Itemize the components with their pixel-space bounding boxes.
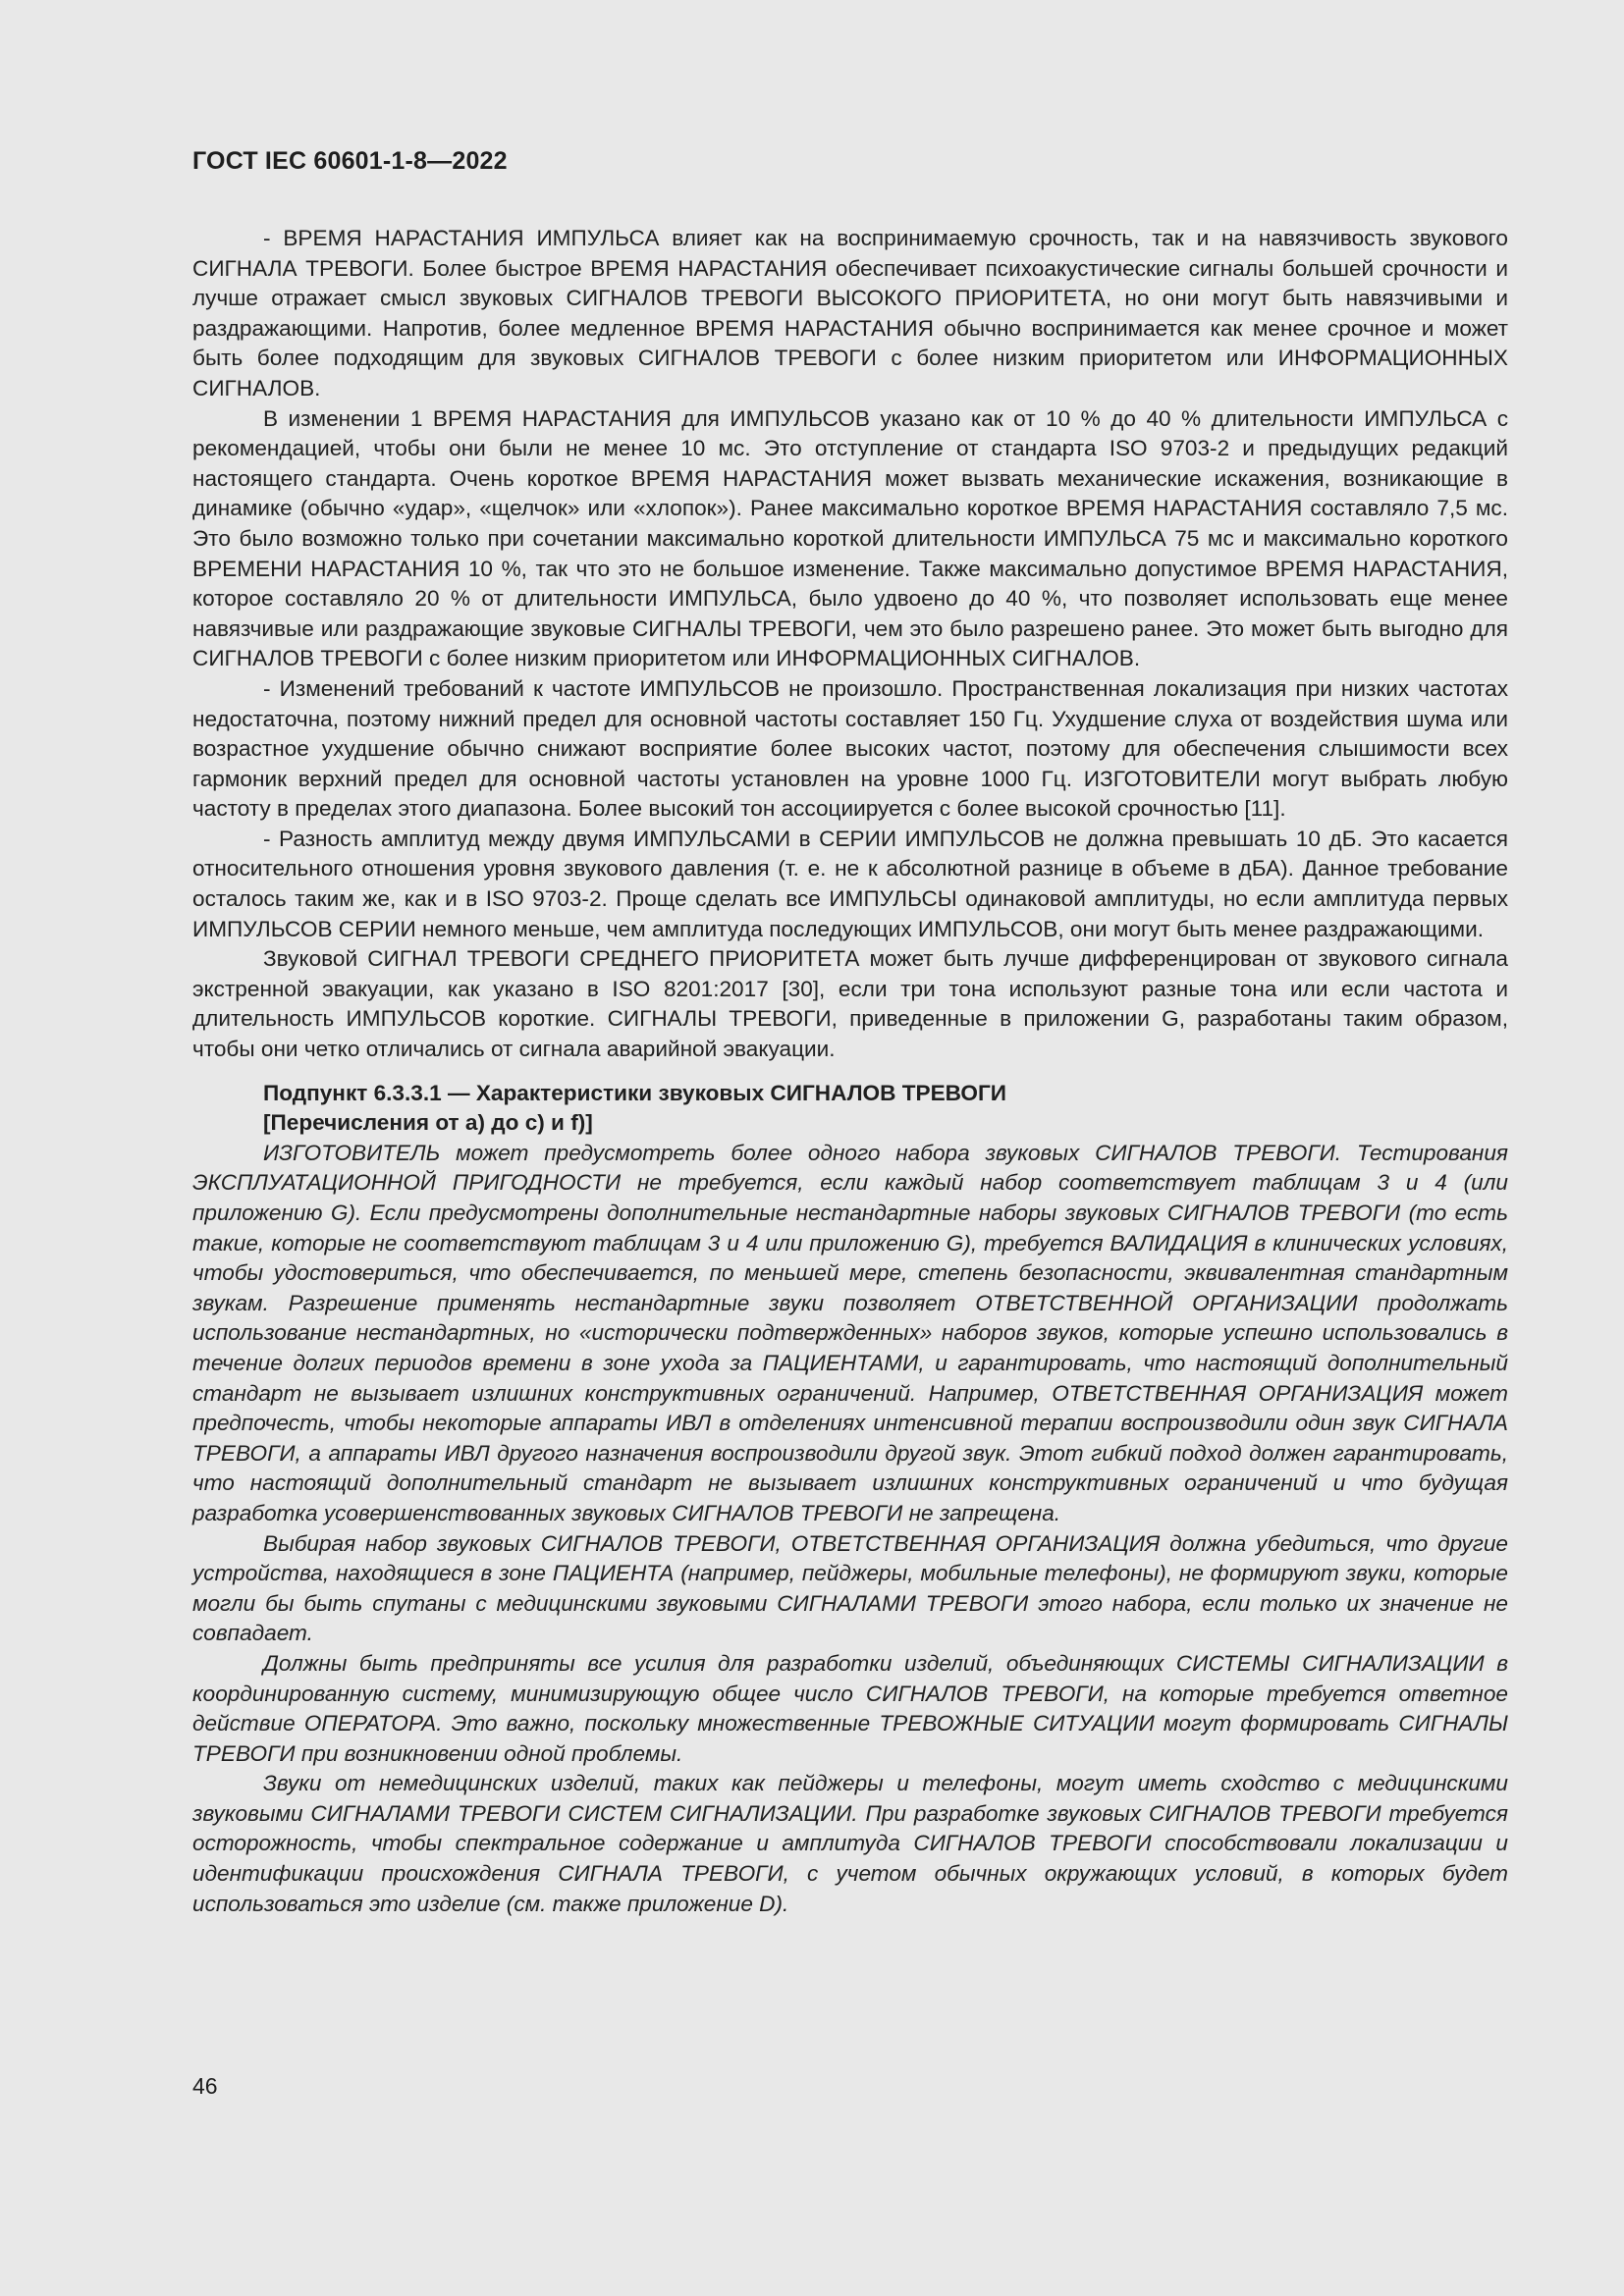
paragraph-amendment-rise-time: В изменении 1 ВРЕМЯ НАРАСТАНИЯ для ИМПУЛЬСОВ указано как от 10 % до 40 % длительности ИМПУЛЬСА с рекомендацией, чтобы они были не менее 10 мс. Это отступление от стандарта ISO 9703-2 и предыдущих редакций настоящего стандарта. Очень короткое ВРЕМЯ НАРАСТАНИЯ может вызвать механические искажения, возникающие в динамике (обычно «удар», «щелчок» или «хлопок»). Ранее максимально короткое ВРЕМЯ НАРАСТАНИЯ составляло 7,5 мс. Это было возможно только при сочетании максимально короткой длительности ИМПУЛЬСА 75 мс и максимально короткого ВРЕМЕНИ НАРАСТАНИЯ 10 %, так что это не большое изменение. Также максимально допустимое ВРЕМЯ НАРАСТАНИЯ, которое составляло 20 % от длительности ИМПУЛЬСА, было удвоено до 40 %, что позволяет использовать еще менее навязчивые или раздражающие звуковые СИГНАЛЫ ТРЕВОГИ, чем это было разрешено ранее. Это может быть выгодно для СИГНАЛОВ ТРЕВОГИ с более низким приоритетом или ИНФОРМАЦИОННЫХ СИГНАЛОВ. — [192, 405, 1508, 671]
paragraph-choosing-set: Выбирая набор звуковых СИГНАЛОВ ТРЕВОГИ, ОТВЕТСТВЕННАЯ ОРГАНИЗАЦИЯ должна убедиться, что другие устройства, находящиеся в зоне ПАЦИЕНТА (например, пейджеры, мобильные телефоны), не формируют звуки, которые могли бы быть спутаны с медицинскими звуковыми СИГНАЛАМИ ТРЕВОГИ этого набора, если только их значение не совпадает. — [192, 1530, 1508, 1646]
section-heading-line-1: Подпункт 6.3.3.1 — Характеристики звуковых СИГНАЛОВ ТРЕВОГИ — [263, 1080, 1007, 1105]
upright-text-block — [192, 224, 1508, 1065]
paragraph-coordinated-systems: Должны быть предприняты все усилия для разработки изделий, объединяющих СИСТЕМЫ СИГНАЛИЗАЦИИ в координированную систему, минимизирующую общее число СИГНАЛОВ ТРЕВОГИ, на которые требуется ответное действие ОПЕРАТОРА. Это важно, поскольку множественные ТРЕВОЖНЫЕ СИТУАЦИИ могут формировать СИГНАЛЫ ТРЕВОГИ при возникновении одной проблемы. — [192, 1650, 1508, 1766]
paragraph-medium-priority: Звуковой СИГНАЛ ТРЕВОГИ СРЕДНЕГО ПРИОРИТЕТА может быть лучше дифференцирован от звукового сигнала экстренной эвакуации, как указано в ISO 8201:2017 [30], если три тона используют разные тона или если частота и длительность ИМПУЛЬСОВ короткие. СИГНАЛЫ ТРЕВОГИ, приведенные в приложении G, разработаны таким образом, чтобы они четко отличались от сигнала аварийной эвакуации. — [192, 946, 1508, 1062]
standard-header: ГОСТ IEC 60601-1-8—2022 — [192, 147, 508, 175]
paragraph-non-medical-sounds: Звуки от немедицинских изделий, таких как пейджеры и телефоны, могут иметь сходство с медицинскими звуковыми СИГНАЛАМИ ТРЕВОГИ СИСТЕМ СИГНАЛИЗАЦИИ. При разработке звуковых СИГНАЛОВ ТРЕВОГИ требуется осторожность, чтобы спектральное содержание и амплитуда СИГНАЛОВ ТРЕВОГИ способствовали локализации и идентификации происхождения СИГНАЛА ТРЕВОГИ, с учетом обычных окружающих условий, в которых будет использоваться это изделие (см. также приложение D). — [192, 1771, 1508, 1916]
paragraph-amplitude-difference: - Разность амплитуд между двумя ИМПУЛЬСАМИ в СЕРИИ ИМПУЛЬСОВ не должна превышать 10 дБ. Это касается относительного отношения уровня звукового давления (т. е. не к абсолютной разнице в объеме в дБА). Данное требование осталось таким же, как и в ISO 9703-2. Проще сделать все ИМПУЛЬСЫ одинаковой амплитуды, но если амплитуда первых ИМПУЛЬСОВ СЕРИИ немного меньше, чем амплитуда последующих ИМПУЛЬСОВ, они могут быть менее раздражающими. — [192, 826, 1508, 941]
italic-text-block — [192, 1139, 1508, 1919]
paragraph-rise-time-urgency: - ВРЕМЯ НАРАСТАНИЯ ИМПУЛЬСА влияет как на воспринимаемую срочность, так и на навязчивость звукового СИГНАЛА ТРЕВОГИ. Более быстрое ВРЕМЯ НАРАСТАНИЯ обеспечивает психоакустические сигналы большей срочности и лучше отражает смысл звуковых СИГНАЛОВ ТРЕВОГИ ВЫСОКОГО ПРИОРИТЕТА, но они могут быть навязчивыми и раздражающими. Напротив, более медленное ВРЕМЯ НАРАСТАНИЯ обычно воспринимается как менее срочное и может быть более подходящим для звуковых СИГНАЛОВ ТРЕВОГИ с более низким приоритетом или ИНФОРМАЦИОННЫХ СИГНАЛОВ. — [192, 226, 1508, 400]
paragraph-manufacturer-sets: ИЗГОТОВИТЕЛЬ может предусмотреть более одного набора звуковых СИГНАЛОВ ТРЕВОГИ. Тестирования ЭКСПЛУАТАЦИОННОЙ ПРИГОДНОСТИ не требуется, если каждый набор соответствует таблицам 3 и 4 (или приложению G). Если предусмотрены дополнительные нестандартные наборы звуковых СИГНАЛОВ ТРЕВОГИ (то есть такие, которые не соответствуют таблицам 3 и 4 или приложению G), требуется ВАЛИДАЦИЯ в клинических условиях, чтобы удостовериться, что обеспечивается, по меньшей мере, степень безопасности, эквивалентная стандартным звукам. Разрешение применять нестандартные звуки позволяет ОТВЕТСТВЕННОЙ ОРГАНИЗАЦИИ продолжать использование нестандартных, но «исторически подтвержденных» наборов звуков, которые успешно использовались в течение долгих периодов времени в зоне ухода за ПАЦИЕНТАМИ, и гарантировать, что настоящий дополнительный стандарт не вызывает излишних конструктивных ограничений. Например, ОТВЕТСТВЕННАЯ ОРГАНИЗАЦИЯ может предпочесть, чтобы некоторые аппараты ИВЛ в отделениях интенсивной терапии воспроизводили один звук СИГНАЛА ТРЕВОГИ, а аппараты ИВЛ другого назначения воспроизводили другой звук. Этот гибкий подход должен гарантировать, что настоящий дополнительный стандарт не вызывает излишних конструктивных ограничений и что будущая разработка усовершенствованных звуковых СИГНАЛОВ ТРЕВОГИ не запрещена. — [192, 1140, 1508, 1525]
paragraph-pulse-frequency: - Изменений требований к частоте ИМПУЛЬСОВ не произошло. Пространственная локализация при низких частотах недостаточна, поэтому нижний предел для основной частоты составляет 150 Гц. Ухудшение слуха от воздействия шума или возрастное ухудшение обычно снижают восприятие более высоких частот, поэтому для обеспечения слышимости всех гармоник верхний предел для основной частоты установлен на уровне 1000 Гц. ИЗГОТОВИТЕЛИ могут выбрать любую частоту в пределах этого диапазона. Более высокий тон ассоциируется с более высокой срочностью [11]. — [192, 675, 1508, 822]
page-number: 46 — [192, 2073, 218, 2099]
page-content — [192, 224, 1508, 1919]
section-heading — [192, 1079, 1508, 1139]
section-heading-line-2: [Перечисления от a) до c) и f)] — [263, 1110, 593, 1136]
